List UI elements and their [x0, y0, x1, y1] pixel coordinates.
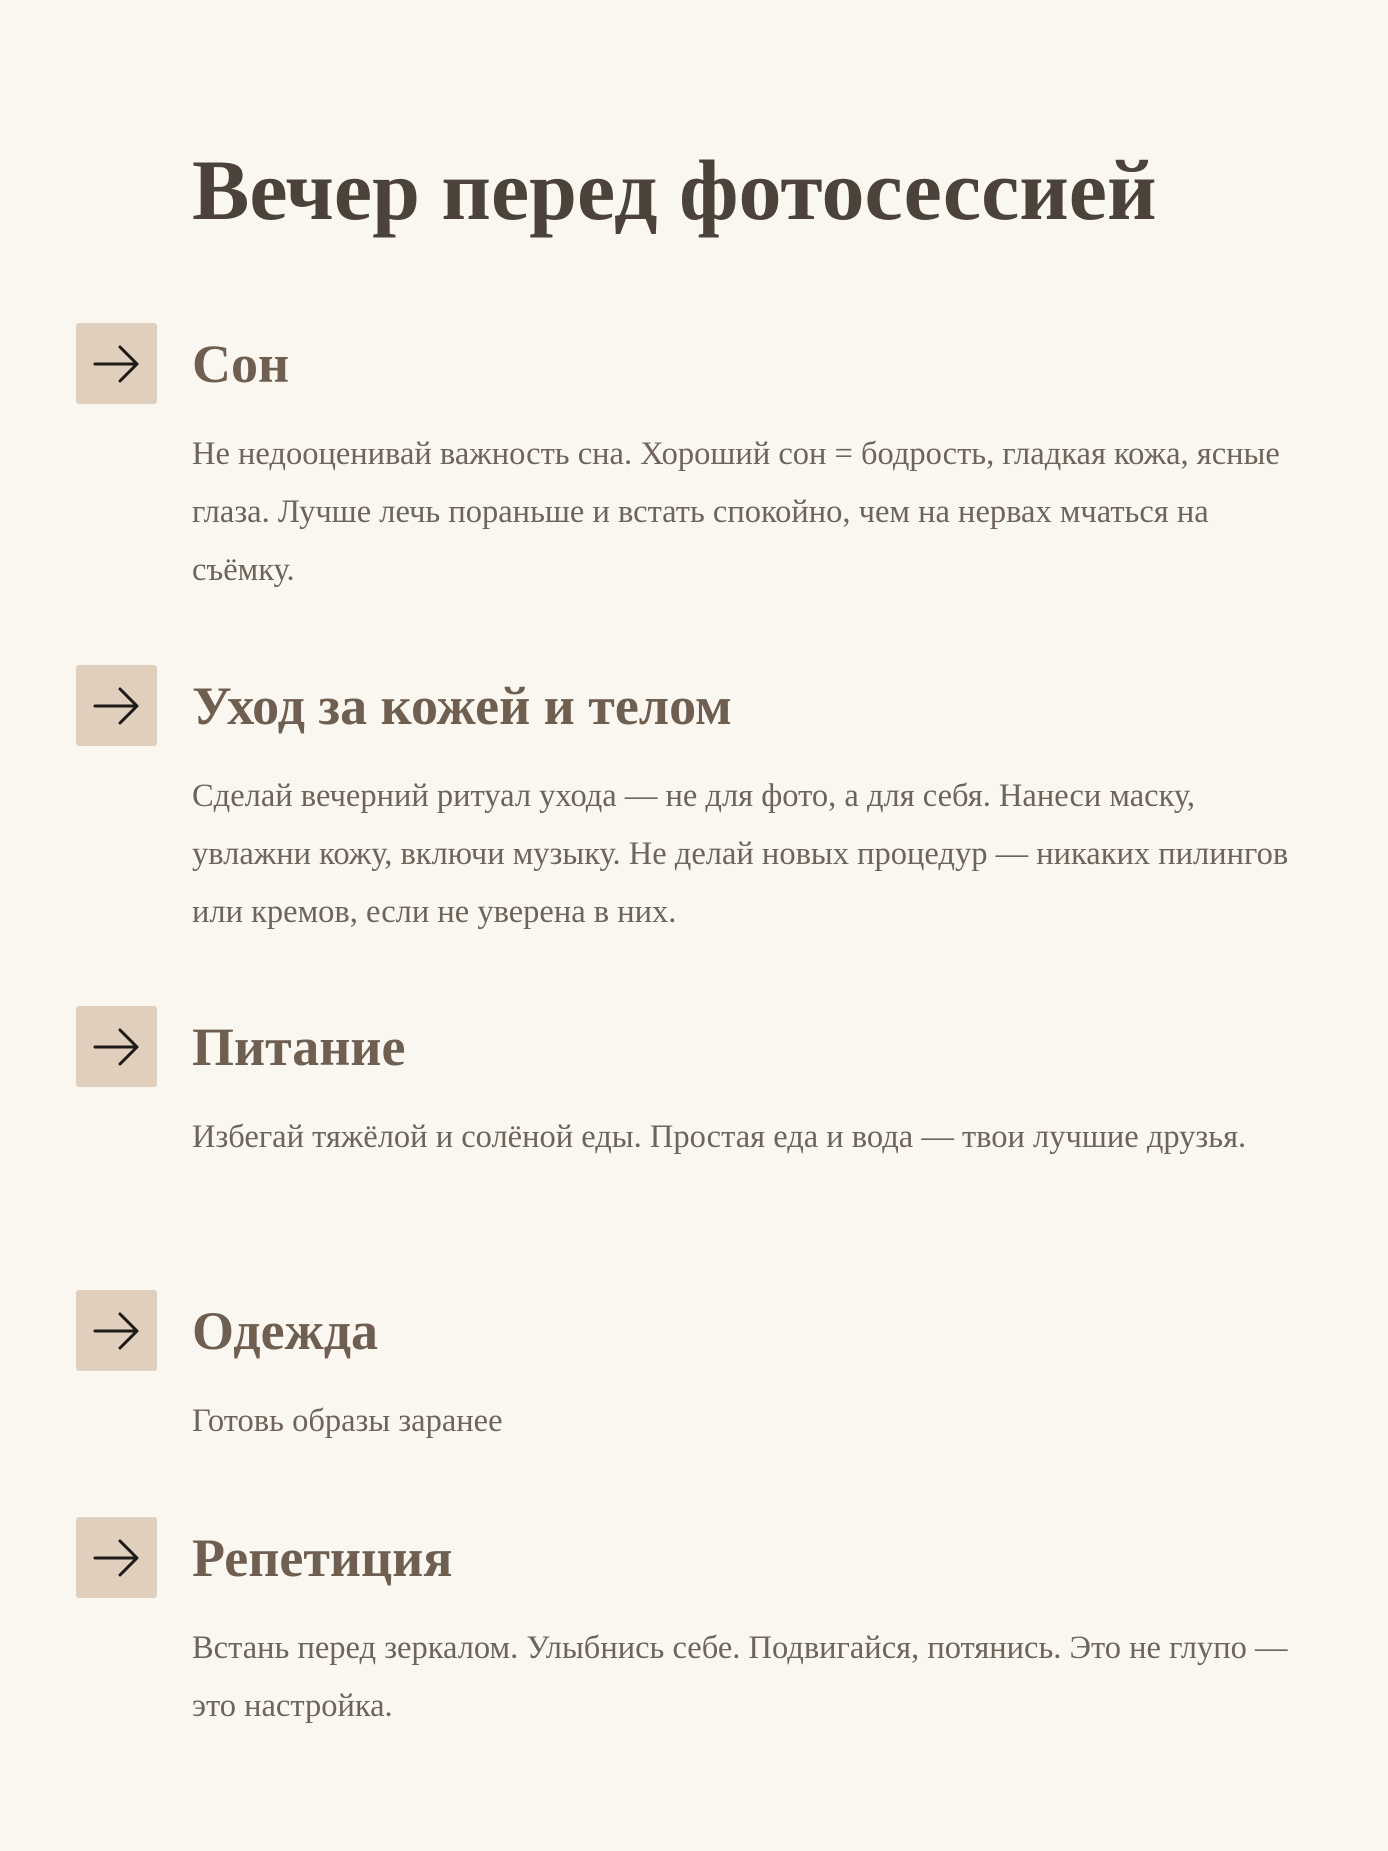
arrow-right-icon-svg: [91, 1305, 143, 1357]
section-heading: Одежда: [192, 1301, 379, 1361]
section-text: Не недооценивай важность сна. Хороший сон = бодрость, гладкая кожа, ясные глаза. Лучше лечь пораньше и встать спокойно, чем на нервах мчаться на съёмку.: [192, 436, 1280, 588]
arrow-right-icon-svg: [91, 1021, 143, 1073]
arrow-right-icon: [76, 1290, 157, 1371]
arrow-right-icon: [76, 1006, 157, 1087]
section-heading: Репетиция: [192, 1528, 453, 1588]
arrow-right-icon: [76, 1517, 157, 1598]
arrow-right-icon: [76, 323, 157, 404]
arrow-right-icon-svg: [91, 680, 143, 732]
arrow-right-icon: [76, 665, 157, 746]
page-title: Вечер перед фотосессией: [192, 142, 1157, 238]
arrow-right-icon-svg: [91, 338, 143, 390]
section-heading: Уход за кожей и телом: [192, 676, 732, 736]
section-text: Избегай тяжёлой и солёной еды. Простая еда и вода — твои лучшие друзья.: [192, 1119, 1247, 1155]
section-heading: Сон: [192, 334, 290, 394]
section-text: Сделай вечерний ритуал ухода — не для фото, а для себя. Нанеси маску, увлажни кожу, включи музыку. Не делай новых процедур — никаких пилингов или кремов, если не уверена в них.: [192, 778, 1289, 930]
section-text: Встань перед зеркалом. Улыбнись себе. Подвигайся, потянись. Это не глупо — это настройка.: [192, 1630, 1288, 1724]
arrow-right-icon-svg: [91, 1532, 143, 1584]
section-text: Готовь образы заранее: [192, 1403, 503, 1439]
section-heading: Питание: [192, 1017, 406, 1077]
